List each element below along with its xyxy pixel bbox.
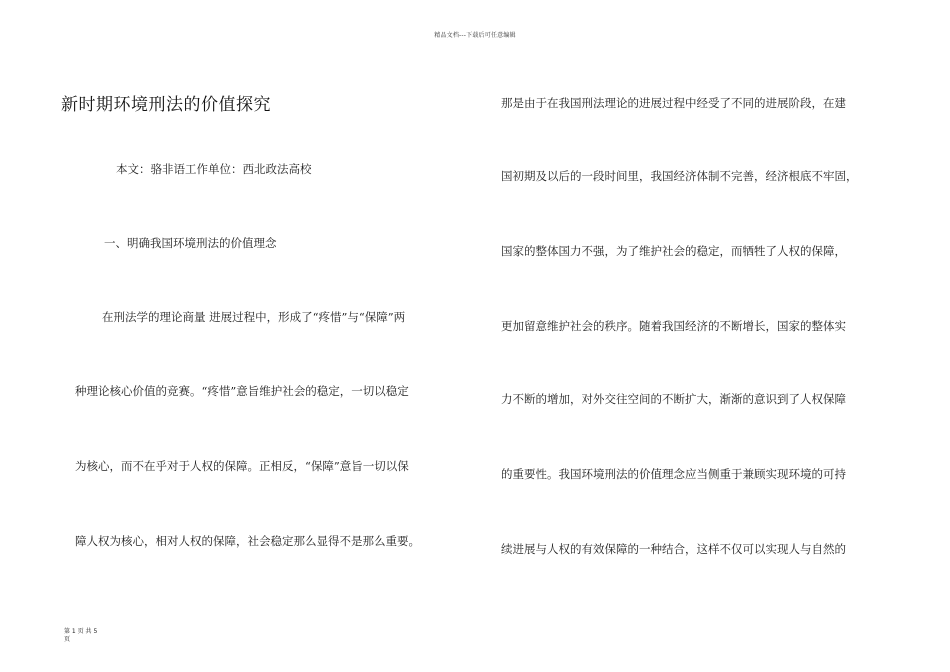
left-column-line: 种理论核心价值的竞赛。“疼惜”意旨维护社会的稳定，一切以稳定	[75, 384, 409, 398]
byline: 本文：骆非语工作单位：西北政法高校	[116, 162, 312, 176]
left-column-line: 为核心，而不在乎对于人权的保障。正相反，“保障”意旨一切以保	[75, 459, 409, 473]
article-title: 新时期环境刑法的价值探究	[61, 95, 271, 115]
right-column-line: 力不断的增加，对外交往空间的不断扩大，渐渐的意识到了人权保障	[501, 392, 846, 406]
right-column-line: 的重要性。我国环境刑法的价值理念应当侧重于兼顾实现环境的可持	[501, 467, 846, 481]
right-column-line: 更加留意维护社会的秩序。随着我国经济的不断增长，国家的整体实	[501, 319, 846, 333]
page-header: 精品文档---下载后可任意编辑	[434, 32, 516, 39]
right-column-line: 国家的整体国力不强，为了维护社会的稳定，而牺牲了人权的保障，	[501, 244, 846, 258]
page-number: 第 1 页 共 5 页	[64, 628, 98, 643]
section-heading: 一、明确我国环境刑法的价值理念	[104, 236, 277, 250]
right-column-line: 续进展与人权的有效保障的一种结合，这样不仅可以实现人与自然的	[501, 542, 846, 556]
left-column-line: 障人权为核心，相对人权的保障，社会稳定那么显得不是那么重要。	[75, 534, 420, 548]
right-column-line: 国初期及以后的一段时间里，我国经济体制不完善，经济根底不牢固，	[501, 169, 858, 183]
left-column-line: 在刑法学的理论商量 进展过程中，形成了“疼惜”与“保障”两	[102, 310, 406, 324]
right-column-line: 那是由于在我国刑法理论的进展过程中经受了不同的进展阶段，在建	[501, 96, 846, 110]
